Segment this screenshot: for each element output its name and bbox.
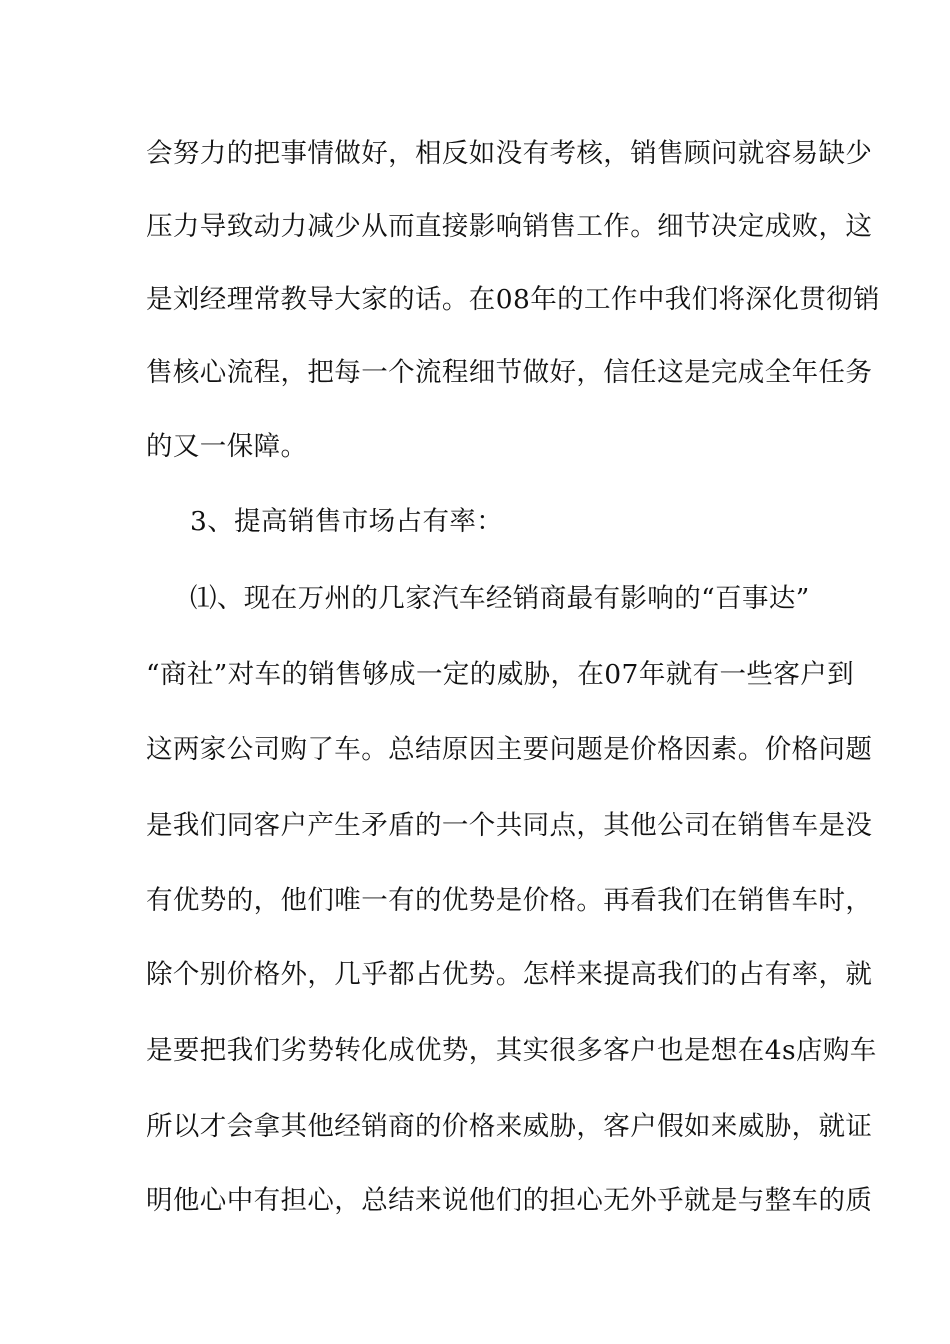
paragraph-line: 所以才会拿其他经销商的价格来威胁，客户假如来威胁，就证 [146, 1111, 873, 1142]
paragraph-line: 是刘经理常教导大家的话。在08年的工作中我们将深化贯彻销 [146, 284, 880, 315]
paragraph-line: 是我们同客户产生矛盾的一个共同点，其他公司在销售车是没 [146, 810, 873, 841]
paragraph-line: 售核心流程，把每一个流程细节做好，信任这是完成全年任务 [146, 357, 873, 388]
paragraph-line: 明他心中有担心，总结来说他们的担心无外乎就是与整车的质 [146, 1185, 873, 1216]
paragraph-line: 这两家公司购了车。总结原因主要问题是价格因素。价格问题 [146, 734, 873, 765]
paragraph-line: 除个别价格外，几乎都占优势。怎样来提高我们的占有率，就 [146, 959, 873, 990]
paragraph-line: ⑴、现在万州的几家汽车经销商最有影响的“百事达” [190, 583, 810, 614]
section-heading: 3、提高销售市场占有率： [190, 506, 504, 537]
paragraph-line: 压力导致动力减少从而直接影响销售工作。细节决定成败，这 [146, 211, 873, 242]
paragraph-line: 是要把我们劣势转化成优势，其实很多客户也是想在4s店购车 [146, 1035, 877, 1066]
paragraph-line: 有优势的，他们唯一有的优势是价格。再看我们在销售车时， [146, 885, 873, 916]
paragraph-line: 的又一保障。 [146, 431, 308, 462]
paragraph-line: “商社”对车的销售够成一定的威胁，在07年就有一些客户到 [146, 659, 855, 690]
paragraph-line: 会努力的把事情做好，相反如没有考核，销售顾问就容易缺少 [146, 138, 873, 169]
